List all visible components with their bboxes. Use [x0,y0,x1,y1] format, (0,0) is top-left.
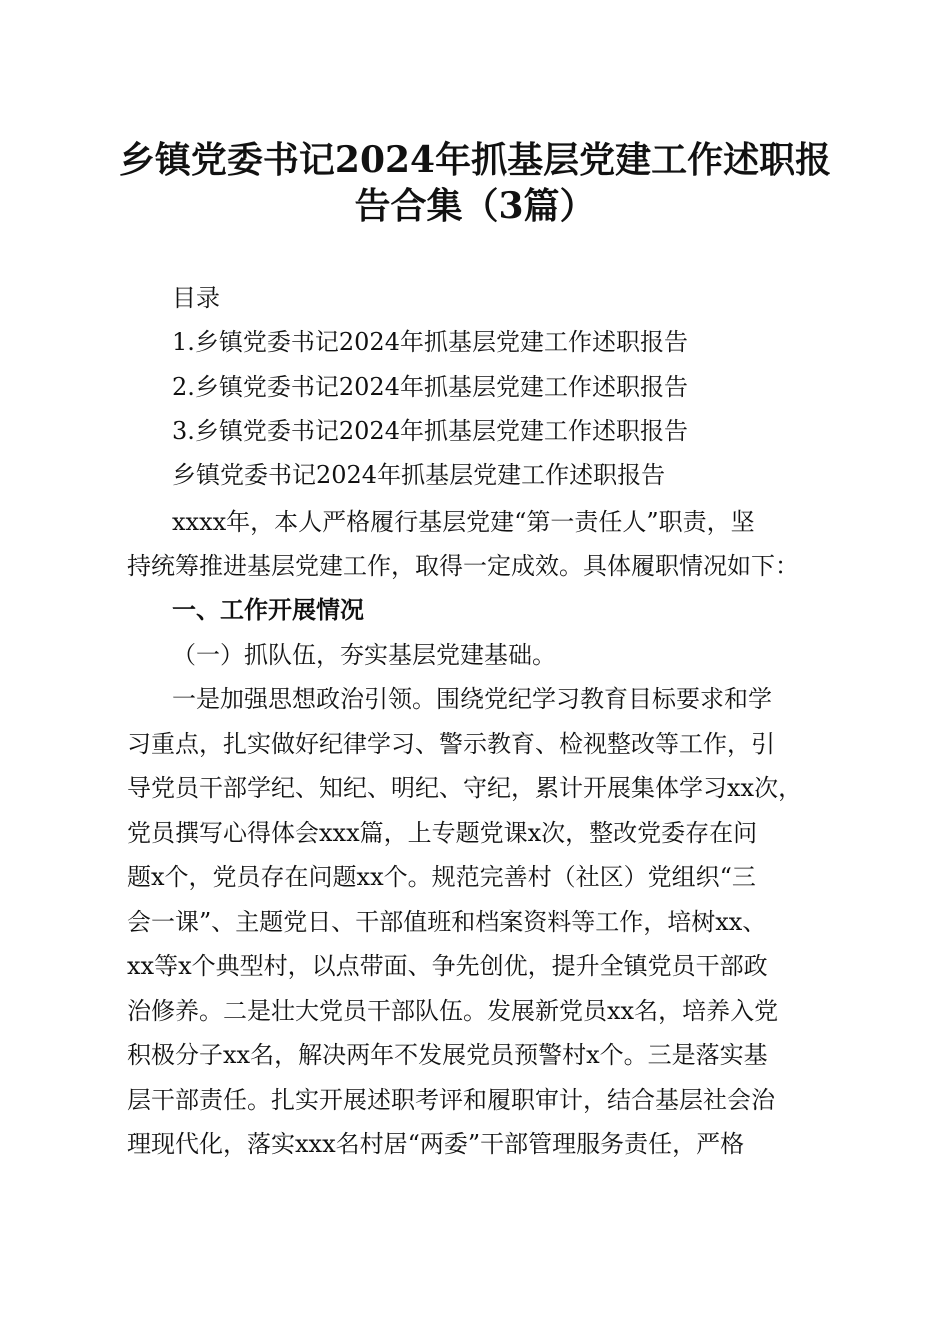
body-line-2: 习重点，扎实做好纪律学习、警示教育、检视整改等工作，引 [127,730,775,758]
section-heading: 一、工作开展情况 [172,595,364,624]
intro-line-2: 持统筹推进基层党建工作，取得一定成效。具体履职情况如下： [127,552,799,580]
toc-item-2: 2.乡镇党委书记2024年抓基层党建工作述职报告 [172,373,688,401]
report-title: 乡镇党委书记2024年抓基层党建工作述职报告 [172,461,666,489]
toc-heading: 目录 [172,284,220,312]
body-line-11: 理现代化，落实xxx名村居“两委”干部管理服务责任，严格 [127,1130,745,1158]
document-title-line-2: 告合集（3篇） [354,185,596,227]
document-title-line-1: 乡镇党委书记2024年抓基层党建工作述职报 [118,139,832,181]
subsection-heading: （一）抓队伍，夯实基层党建基础。 [172,641,556,669]
body-line-7: xx等x个典型村，以点带面、争先创优，提升全镇党员干部政 [127,952,768,980]
body-line-8: 治修养。二是壮大党员干部队伍。发展新党员xx名，培养入党 [127,997,779,1025]
body-line-10: 层干部责任。扎实开展述职考评和履职审计，结合基层社会治 [127,1086,775,1114]
body-line-9: 积极分子xx名，解决两年不发展党员预警村x个。三是落实基 [127,1041,768,1069]
body-line-5: 题x个，党员存在问题xx个。规范完善村（社区）党组织“三 [127,863,756,891]
body-line-3: 导党员干部学纪、知纪、明纪、守纪，累计开展集体学习xx次， [127,774,803,802]
intro-line-1: xxxx年，本人严格履行基层党建“第一责任人”职责，坚 [172,508,755,536]
toc-item-1: 1.乡镇党委书记2024年抓基层党建工作述职报告 [172,328,688,356]
body-line-1: 一是加强思想政治引领。围绕党纪学习教育目标要求和学 [172,685,772,713]
toc-item-3: 3.乡镇党委书记2024年抓基层党建工作述职报告 [172,417,688,445]
body-line-6: 会一课”、主题党日、干部值班和档案资料等工作，培树xx、 [127,908,767,936]
body-line-4: 党员撰写心得体会xxx篇，上专题党课x次，整改党委存在问 [127,819,758,847]
